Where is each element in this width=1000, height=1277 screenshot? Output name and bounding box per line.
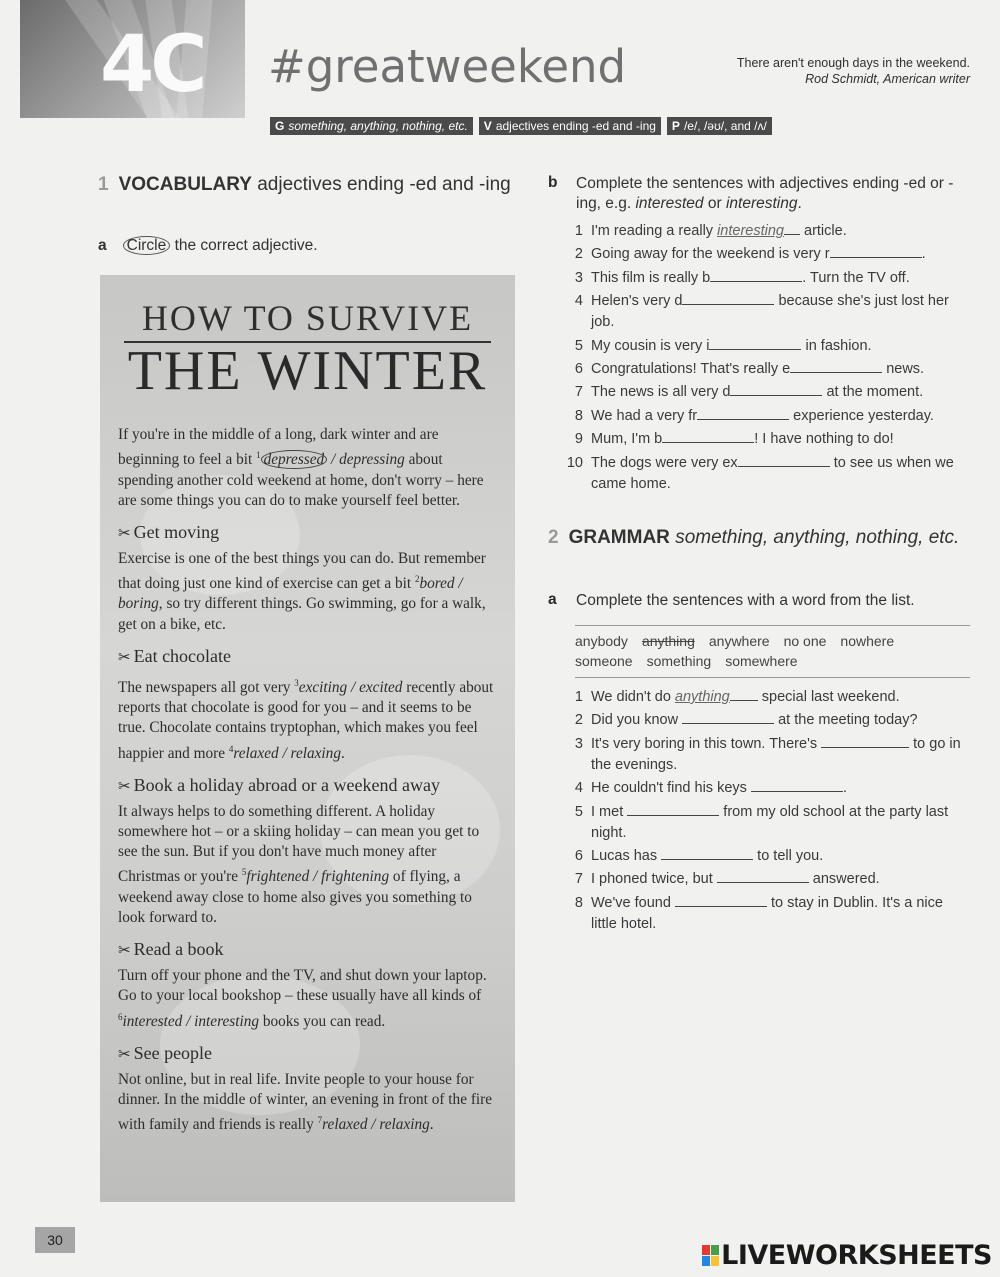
page-number: 30 (35, 1227, 75, 1253)
q2-options[interactable]: bored / boring (118, 575, 463, 613)
list-item: 2 Going away for the weekend is very r . (574, 246, 926, 263)
list-item: 5 My cousin is very i in fashion. (574, 337, 872, 354)
word-item: anything (641, 633, 695, 649)
list-item: 7 I phoned twice, but answered. (574, 871, 880, 888)
answer-field[interactable] (627, 802, 719, 816)
q1-option-b[interactable]: depressing (339, 451, 405, 469)
unit-badge (20, 0, 245, 118)
list-item: 3 This film is really b . Turn the TV off. (574, 269, 910, 286)
word-item: someone (575, 653, 633, 669)
article-paragraph: Turn off your phone and the TV, and shut down your laptop. Go to your local bookshop – these usually have all kinds of $^6$interested / interesting books you can read. (118, 967, 487, 1030)
liveworksheets-logo[interactable] (702, 1240, 992, 1271)
answer-field[interactable] (717, 869, 809, 883)
quote-author: Rod Schmidt, American writer (805, 72, 970, 86)
section-2-list (565, 687, 970, 937)
article-subheading: ✂ Get moving (118, 521, 220, 542)
answer-field[interactable]: interesting (717, 223, 784, 239)
answer-field[interactable] (661, 846, 753, 860)
lesson-tags (270, 117, 772, 135)
answer-field[interactable] (682, 291, 774, 305)
answer-field[interactable] (738, 453, 830, 467)
answer-field[interactable] (682, 710, 774, 724)
q4-options[interactable]: relaxed / relaxing (233, 744, 341, 762)
list-item: 5 I met from my old school at the party last night. (574, 803, 949, 841)
list-item: 2 Did you know at the meeting today? (574, 712, 918, 729)
list-item: 10 The dogs were very ex to see us when we came home. (566, 454, 954, 492)
article-title-line-2: THE WINTER (127, 340, 488, 402)
scissors-icon: ✂ (118, 778, 131, 795)
list-item: 6 Congratulations! That's really e news. (574, 360, 925, 377)
list-item: 4 He couldn't find his keys . (574, 780, 847, 797)
word-item: anywhere (708, 633, 770, 649)
answer-field[interactable] (751, 778, 843, 792)
article-panel (100, 275, 515, 1202)
scissors-icon: ✂ (118, 649, 131, 666)
word-list (575, 625, 970, 678)
q3-options[interactable]: exciting / excited (298, 678, 403, 696)
answer-field[interactable] (710, 268, 802, 282)
list-item: 8 We had a very fr experience yesterday. (574, 407, 934, 424)
section-1a-instruction: a Circle the correct adjective. (98, 237, 318, 254)
article-paragraph: The newspapers all got very $^3$exciting / excited recently about reports that chocolate is good for you – and it seems to be true. Chocolate contains tryptophan, which makes you feel happier and more $^4$relaxed / relaxing. (118, 677, 494, 762)
part-b-list (565, 221, 970, 497)
article-subheading: ✂ See people (118, 1042, 213, 1063)
scissors-icon: ✂ (118, 943, 131, 960)
page-header (0, 0, 1000, 140)
answer-field[interactable] (830, 244, 922, 258)
word-item: no one (783, 633, 827, 649)
answer-field[interactable]: anything (674, 689, 730, 705)
q6-options[interactable]: interested / interesting (122, 1012, 260, 1030)
page-title: #greatweekend (268, 40, 627, 93)
grammar-tag: G something, anything, nothing, etc. (270, 117, 473, 135)
section-1-heading: 1 VOCABULARY adjectives ending -ed and -ing (98, 174, 511, 195)
section-2-heading: 2 GRAMMAR something, anything, nothing, etc. (548, 527, 960, 548)
scissors-icon: ✂ (118, 1046, 131, 1063)
header-quote (737, 55, 970, 87)
list-item: 3 It's very boring in this town. There's to go in the evenings. (574, 735, 961, 773)
answer-field[interactable] (697, 406, 789, 420)
q7-options[interactable]: relaxed / relaxing (322, 1116, 430, 1134)
list-item: 7 The news is all very d at the moment. (574, 384, 924, 401)
article-paragraph: It always helps to do something different. A holiday somewhere hot – or a skiing holiday – can mean you get to see the sun. But if you don't have much money after Christmas or you're $^5$frightened / frightening of flying, a weekend away close to home also gives you something to look forward to. (118, 802, 480, 926)
vocabulary-tag: V adjectives ending -ed and -ing (479, 117, 661, 135)
q5-options[interactable]: frightened / frightening (246, 868, 390, 886)
pronunciation-tag: P /e/, /əʊ/, and /ʌ/ (667, 117, 772, 135)
list-item: 4 Helen's very d because she's just lost her job. (574, 293, 949, 331)
list-item: 1 We didn't do anything special last weekend. (574, 689, 900, 705)
word-item: anybody (575, 633, 628, 649)
article-subheading: ✂ Eat chocolate (118, 645, 232, 666)
article-subheading: ✂ Read a book (118, 939, 224, 960)
section-2a-instruction: Complete the sentences with a word from the list. (576, 592, 915, 609)
word-item: nowhere (840, 633, 895, 649)
section-2a-label: a (548, 591, 557, 608)
scissors-icon: ✂ (118, 525, 131, 542)
article-paragraph: Not online, but in real life. Invite people to your house for dinner. In the middle of winter, an evening in front of the fire with family and friends is really $^7$relaxed / relaxing. (118, 1070, 493, 1134)
article-subheading: ✂ Book a holiday abroad or a weekend away (118, 774, 440, 795)
article-intro: If you're in the middle of a long, dark winter and are beginning to feel a bit $^1$ depressed / depressing about spending another cold weekend at home, don't worry – here are some things you can do to make yourself feel better. (118, 426, 484, 509)
answer-field[interactable] (675, 893, 767, 907)
quote-text: There aren't enough days in the weekend. (736, 56, 970, 70)
word-item: something (646, 653, 712, 669)
list-item: 8 We've found to stay in Dublin. It's a nice little hotel. (574, 894, 943, 932)
answer-field[interactable] (790, 359, 882, 373)
q1-option-a[interactable]: depressed (261, 450, 328, 469)
answer-field[interactable] (709, 336, 801, 350)
article-title-line-1: HOW TO SURVIVE (141, 298, 474, 338)
part-b-label: b (548, 174, 558, 191)
list-item: 9 Mum, I'm b ! I have nothing to do! (574, 431, 894, 448)
logo-text: LIVEWORKSHEETS (721, 1240, 992, 1271)
answer-field[interactable] (730, 382, 822, 396)
answer-field[interactable] (662, 429, 754, 443)
unit-code: 4C (100, 20, 204, 110)
part-b-instruction: Complete the sentences with adjectives ending -ed or -ing, e.g. interested or interesting. (576, 175, 954, 212)
logo-icon (702, 1245, 719, 1266)
list-item: 6 Lucas has to tell you. (574, 847, 824, 864)
article-paragraph: Exercise is one of the best things you can do. But remember that doing just one kind of exercise can get a bit $^2$bored / boring, so try different things. Go swimming, go for a walk, get on a bike, etc. (118, 549, 486, 633)
answer-field[interactable] (821, 734, 909, 748)
word-item: somewhere (725, 653, 798, 669)
list-item: 1 I'm reading a really interesting article. (574, 223, 847, 239)
